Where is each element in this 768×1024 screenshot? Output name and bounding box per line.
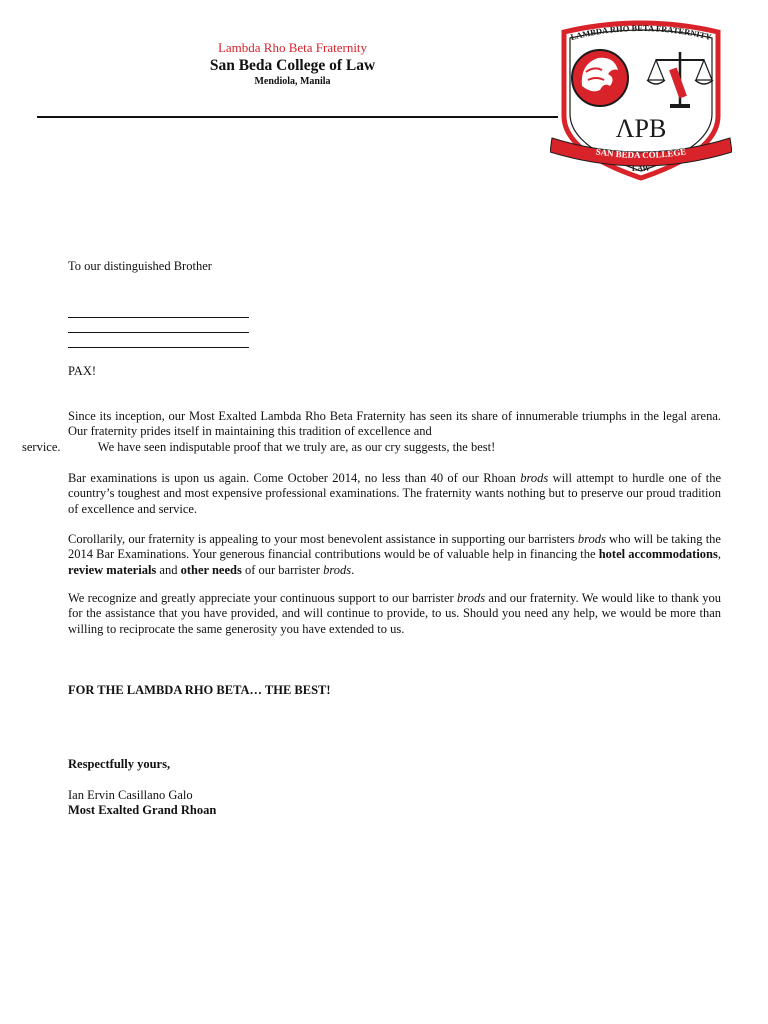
signature-block bbox=[68, 788, 216, 819]
closing: Respectfully yours, bbox=[68, 757, 171, 771]
fraternity-crest-logo bbox=[550, 20, 732, 182]
address-line-1 bbox=[68, 317, 249, 318]
salutation: To our distinguished Brother bbox=[68, 259, 212, 273]
signer-title: Most Exalted Grand Rhoan bbox=[68, 803, 217, 818]
crest-letters: ΛPB bbox=[615, 114, 667, 143]
address-line-3 bbox=[68, 347, 249, 348]
address-line-2 bbox=[68, 332, 249, 333]
signer-name: Ian Ervin Casillano Galo bbox=[68, 788, 193, 802]
crest-banner-text: SAN BEDA COLLEGE bbox=[595, 146, 687, 161]
letterhead bbox=[160, 40, 425, 88]
paragraph-1: Since its inception, our Most Exalted Lambda Rho Beta Fraternity has seen its share of innumerable triumphs in the legal arena. Our fraternity prides itself in maintaining this tradition of excellence and bbox=[68, 409, 721, 439]
greeting: PAX! bbox=[68, 364, 97, 378]
crest-top-text: LAMBDA RHO BETA FRATERNITY bbox=[569, 22, 713, 43]
school-name: San Beda College of Law bbox=[209, 57, 376, 74]
paragraph-4: We recognize and greatly appreciate your continuous support to our barrister brods and our fraternity. We would like to thank you for the assistance that you have provided, and will continue to provide, to us. Should you need any help, we would be more than willing to reciprocate the same generosity you have extended to us. bbox=[68, 591, 721, 636]
crest-bottom-text: LAW bbox=[631, 164, 651, 173]
header-rule bbox=[37, 116, 558, 118]
fraternity-name: Lambda Rho Beta Fraternity bbox=[217, 40, 368, 55]
paragraph-1-continued: service. We have seen indisputable proof that we truly are, as our cry suggests, the best! bbox=[22, 440, 496, 454]
paragraph-2: Bar examinations is upon us again. Come October 2014, no less than 40 of our Rhoan brods will attempt to hurdle one of the country’s toughest and most expensive professional examinations. The fraternity wants nothing but to preserve our proud tradition of excellence and service. bbox=[68, 471, 721, 516]
motto: FOR THE LAMBDA RHO BETA… THE BEST! bbox=[68, 683, 331, 697]
location: Mendiola, Manila bbox=[254, 76, 331, 87]
paragraph-3: Corollarily, our fraternity is appealing to your most benevolent assistance in supporting our barristers brods who will be taking the 2014 Bar Examinations. Your generous financial contributions would be of valuable help in financing the hotel accommodations, review materials and other needs of our barrister brods. bbox=[68, 532, 721, 577]
